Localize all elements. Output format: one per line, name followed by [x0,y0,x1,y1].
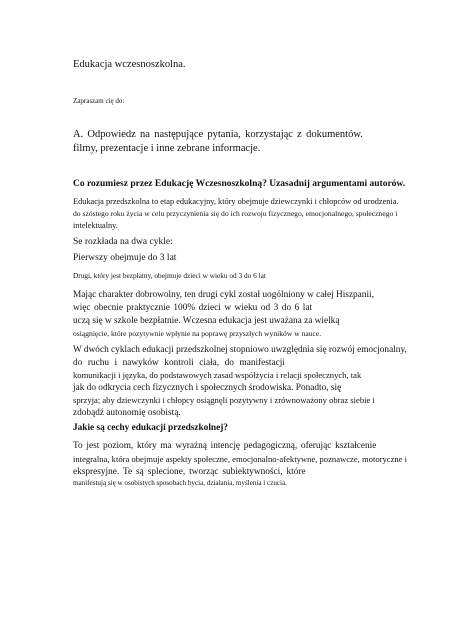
invite-text: Zapraszam cię do: [73,97,125,105]
paragraph-2-line-1: Mając charakter dobrowolny, ten drugi cykl został uogólniony w całej Hiszpanii, [73,290,374,300]
paragraph-3-line-2: do ruchu i nawyków kontroli ciała, do manifestacji [73,358,285,368]
paragraph-3-line-4: jak do odkrycia cech fizycznych i społecznych środowiska. Ponadto, się [73,383,342,393]
paragraph-4-line-4: manifestują się w osobistych sposobach bycia, działania, myślenia i czucia. [73,479,287,487]
paragraph-1-line-2: do szóstego roku życia w celu przyczynienia się do ich rozwoju fizycznego, emocjonalnego, społecznego i [73,209,398,218]
paragraph-3-line-6: zdobądź autonomię osobistą. [73,408,181,418]
paragraph-2-line-2: więc obecnie praktycznie 100% dzieci w wieku od 3 do 6 lat [73,303,313,313]
document-title: Edukacja wczesnoszkolna. [73,59,186,70]
question-1-heading: Co rozumiesz przez Edukację Wczesnoszkolną? Uzasadnij argumentami autorów. [73,179,406,189]
paragraph-2-line-3: uczą się w szkole bezpłatnie. Wczesna edukacja jest uważana za wielką [73,316,340,326]
task-line-2: filmy, prezentacje i inne zebrane informacje. [73,143,261,154]
paragraph-2-line-4: osiągnięcie, które pozytywnie wpłynie na poprawę przyszłych wyników w nauce. [73,329,322,338]
paragraph-4-line-1: To jest poziom, który ma wyraźną intencję pedagogiczną, oferując kształcenie [73,441,377,451]
cycles-intro: Se rozkłada na dwa cykle: [73,237,173,247]
paragraph-3-line-3: komunikacji i języka, do podstawowych zasad współżycia i relacji społecznych, tak [73,370,362,380]
question-2-heading: Jakie są cechy edukacji przedszkolnej? [73,423,228,433]
paragraph-4-line-2: integralna, która obejmuje aspekty społeczne, emocjonalno-afektywne, poznawcze, motoryczne i [73,454,408,464]
paragraph-3-line-1: W dwóch cyklach edukacji przedszkolnej stopniowo uwzględnia się rozwój emocjonalny, [73,345,407,355]
cycle-1-text: Pierwszy obejmuje do 3 lat [73,253,177,263]
paragraph-1-line-1: Edukacja przedszkolna to etap edukacyjny, który obejmuje dziewczynki i chłopców od urodzenia. [73,197,399,206]
paragraph-4-line-3: ekspresyjne. Te są splecione, tworząc subiektywności, które [73,467,306,477]
task-line-1: A. Odpowiedz na następujące pytania, korzystając z dokumentów. [73,129,363,140]
paragraph-1-line-3: intelektualny. [73,221,118,230]
cycle-2-text: Drugi, który jest bezpłatny, obejmuje dzieci w wieku od 3 do 6 lat [73,271,266,280]
paragraph-3-line-5: sprzyja; aby dziewczynki i chłopcy osiągnęli pozytywny i zrównoważony obraz siebie i [73,395,375,405]
